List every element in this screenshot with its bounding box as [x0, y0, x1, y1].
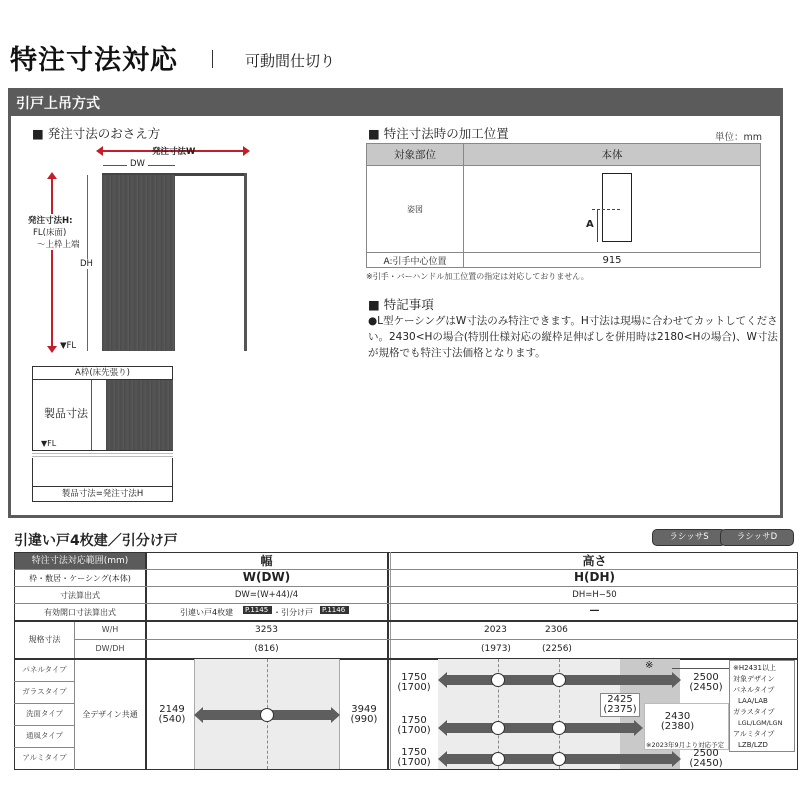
a-dim-line — [597, 210, 598, 242]
lacissa-s-button[interactable]: ラシッサS — [652, 529, 726, 546]
h2-arrow — [446, 723, 636, 733]
header-width: 幅 — [260, 554, 273, 568]
page-title: 特注寸法対応 — [10, 45, 178, 76]
dw-label: DW — [127, 159, 148, 169]
lacissa-d-button[interactable]: ラシッサD — [720, 529, 794, 546]
callout-leader — [672, 668, 730, 669]
row-divider — [14, 586, 798, 587]
standard-point-icon — [260, 708, 274, 722]
unit-label: 単位：mm — [714, 132, 762, 143]
type-panel: パネルタイプ — [22, 665, 67, 674]
standard-label: 規格寸法 — [28, 635, 61, 644]
door-outline — [602, 173, 632, 242]
width-max: 3949 — [351, 704, 377, 715]
title-separator — [212, 50, 213, 68]
std-height-dwdh-2: (2256) — [542, 644, 572, 654]
header-range-label: 特注寸法対応範囲(mm) — [15, 553, 145, 569]
row-figure-label: 姿図 — [367, 166, 464, 253]
standard-point-icon — [491, 721, 505, 735]
notes-body: ●L型ケーシングはW寸法のみ特注できます。H寸法は現場に合わせてカットしてください。2430<Hの場合(特別仕様対応の縦枠足伸ばしを併用時は2180<Hの場合)、W寸法が規格でも特注寸法価格となります。 — [368, 315, 778, 359]
arrow-left-icon — [438, 751, 447, 767]
callout-line: 対象デザイン — [733, 675, 775, 683]
h3-max: 2500 — [693, 748, 719, 759]
table-note: ※引手・バーハンドル加工位置の指定は対応しておりません。 — [366, 272, 589, 281]
design-common: 全デザイン共通 — [82, 710, 138, 719]
detail-top-label: A枠(床先張り) — [32, 366, 173, 380]
row-divider — [74, 639, 798, 640]
row-opening-height: — — [589, 605, 600, 616]
notes-heading: ■ 特記事項 — [368, 295, 434, 313]
arrow-right-icon — [672, 751, 681, 767]
order-h-label: 発注寸法H: — [28, 216, 73, 226]
detail-dim-line — [91, 380, 92, 450]
header-height: 高さ — [582, 554, 607, 568]
row-formula-width: DW=(W+44)/4 — [234, 590, 299, 600]
row-frame-height: H(DH) — [573, 570, 615, 584]
h2-max: 2430 — [664, 711, 691, 722]
dwdh-label: DW/DH — [95, 644, 125, 653]
h1-min-sub: (1700) — [397, 682, 431, 693]
dh-label: DH — [80, 259, 93, 269]
row-formula-label: 寸法算出式 — [60, 591, 100, 600]
h2-min-sub: (1700) — [397, 725, 431, 736]
row-divider — [14, 620, 798, 622]
col-target: 対象部位 — [367, 144, 464, 166]
detail-door — [106, 380, 173, 450]
callout-line: パネルタイプ — [733, 686, 775, 694]
floor-layers — [32, 450, 173, 458]
arrow-right-icon — [331, 707, 340, 723]
arrow-left-icon — [438, 720, 447, 736]
col-divider — [145, 552, 147, 770]
std-height-dwdh-1: (1973) — [481, 644, 511, 654]
asterisk-mark: ※ — [645, 660, 654, 671]
h1-min: 1750 — [401, 672, 427, 683]
right-jamb — [244, 173, 247, 351]
callout-line: ※H2431以上 — [733, 664, 776, 672]
wh-label: W/H — [101, 625, 119, 634]
detail-product-dim: 製品寸法 — [44, 407, 88, 420]
standard-point-icon — [552, 752, 566, 766]
ref-p1145[interactable]: P.1145 — [243, 606, 272, 614]
order-h-desc2: ～上枠上端 — [37, 240, 80, 250]
row-opening-label: 有効開口寸法算出式 — [44, 608, 116, 617]
callout-line: ガラスタイプ — [733, 708, 775, 716]
section-header: 引戸上吊方式 — [8, 88, 783, 116]
a-label: A — [586, 219, 594, 230]
width-max-sub: (990) — [350, 714, 378, 725]
h2-min: 1750 — [401, 715, 427, 726]
h1-max: 2500 — [693, 672, 719, 683]
schedule-note: ※2023年9月より対応予定 — [646, 741, 725, 749]
arrow-right-icon — [672, 672, 681, 688]
standard-point-icon — [552, 721, 566, 735]
standard-point-icon — [491, 673, 505, 687]
opening-sep: ・引分け戸 — [273, 608, 313, 617]
std-width-wh: 3253 — [255, 625, 278, 635]
callout-line: アルミタイプ — [733, 730, 775, 738]
col-divider — [390, 552, 391, 770]
row-formula-height: DH=H−50 — [572, 590, 617, 600]
door-panel — [102, 175, 175, 351]
mid-label-box — [600, 693, 640, 717]
design-callout — [729, 660, 795, 752]
row-divider — [14, 658, 798, 660]
page-subtitle: 可動間仕切り — [245, 52, 336, 70]
callout-line: LGL/LGM/LGN — [738, 719, 783, 727]
width-min-sub: (540) — [158, 714, 186, 725]
detail-fl: ▼FL — [41, 439, 57, 448]
mid-label-sub: (2375) — [603, 704, 637, 715]
h1-max-sub: (2450) — [689, 682, 723, 693]
type-washroom: 洗面タイプ — [25, 709, 64, 718]
row-frame-width: W(DW) — [242, 570, 291, 584]
row-divider — [14, 703, 74, 704]
arrow-right-icon — [243, 146, 250, 156]
callout-line: LAA/LAB — [738, 697, 768, 705]
arrow-left-icon — [96, 146, 103, 156]
arrow-right-icon — [634, 720, 643, 736]
callout-line: LZB/LZD — [738, 741, 768, 749]
row-divider — [14, 681, 74, 682]
row-divider — [14, 725, 74, 726]
std-height-wh-1: 2023 — [484, 625, 507, 635]
type-aluminum: アルミタイプ — [22, 753, 67, 762]
arrow-left-icon — [438, 672, 447, 688]
col-body: 本体 — [464, 144, 761, 166]
mid-label: 2425 — [607, 694, 633, 705]
bottom-title: 引違い戸4枚建／引分け戸 — [14, 533, 178, 549]
process-heading: ■ 特注寸法時の加工位置 — [368, 124, 509, 142]
h2-max-sub: (2380) — [660, 721, 695, 732]
order-h-arrow — [51, 176, 53, 348]
opening-text1: 引違い戸4枚建 — [180, 608, 234, 617]
detail-bottom-label: 製品寸法=発注寸法H — [32, 486, 173, 502]
row-handle-value: 915 — [464, 253, 761, 268]
h3-max-sub: (2450) — [689, 758, 723, 769]
std-height-wh-2: 2306 — [545, 625, 568, 635]
row-divider — [14, 603, 798, 604]
type-ventilation: 通風タイプ — [25, 731, 64, 740]
h3-min: 1750 — [401, 747, 427, 758]
col-divider — [387, 552, 389, 770]
row-frame-label: 枠・敷居・ケーシング(本体) — [29, 574, 131, 583]
order-w-label: 発注寸法W — [152, 147, 196, 157]
arrow-down-icon — [47, 346, 57, 353]
arrow-left-icon — [194, 707, 203, 723]
arrow-up-icon — [47, 172, 57, 179]
row-divider — [14, 747, 74, 748]
row-handle-label: A:引手中心位置 — [367, 253, 464, 268]
std-width-dwdh: (816) — [254, 644, 279, 654]
width-min: 2149 — [159, 704, 185, 715]
standard-point-icon — [491, 752, 505, 766]
ref-p1146[interactable]: P.1146 — [320, 606, 349, 614]
fl-label: ▼FL — [60, 341, 77, 351]
figure-cell — [464, 166, 761, 253]
standard-point-icon — [552, 673, 566, 687]
order-h-desc1: FL(床面) — [33, 228, 67, 238]
type-glass: ガラスタイプ — [22, 687, 67, 696]
h3-min-sub: (1700) — [397, 757, 431, 768]
process-table — [366, 143, 761, 268]
order-dim-heading: ■ 発注寸法のおさえ方 — [32, 124, 160, 142]
